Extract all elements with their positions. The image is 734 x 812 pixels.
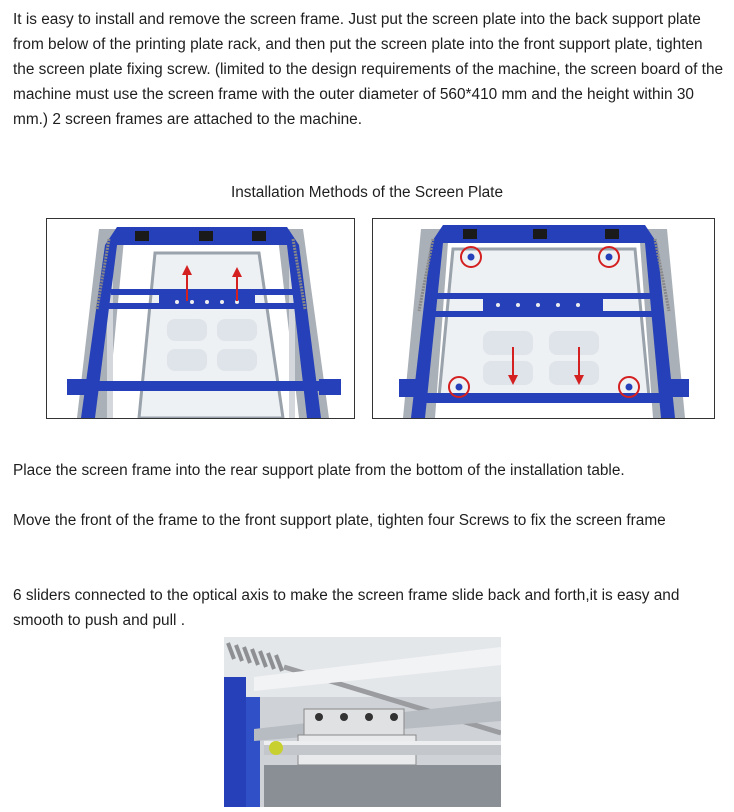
caption-front-plate: Move the front of the frame to the front support plate, tighten four Screws to fix the screen frame [13,512,666,529]
intro-paragraph: It is easy to install and remove the screen frame. Just put the screen plate into the back support plate from below of the printing plate rack, and then put the screen plate into the front support plate, tighten the screen plate fixing screw. (limited to the design requirements of the machine, the screen board of the machine must use the screen frame with the outer diameter of 560*410 mm and the height within 30 mm.) 2 screen frames are attached to the machine. [13,11,724,128]
caption-rear-plate: Place the screen frame into the rear support plate from the bottom of the installation table. [13,462,625,479]
installation-photo-rear-plate [46,218,355,419]
installation-photo-front-plate [372,218,715,419]
section-title: Installation Methods of the Screen Plate [230,184,504,201]
slider-closeup-photo [224,637,501,807]
slider-description: 6 sliders connected to the optical axis to make the screen frame slide back and forth,it is easy and smooth to push and pull . [13,587,680,629]
